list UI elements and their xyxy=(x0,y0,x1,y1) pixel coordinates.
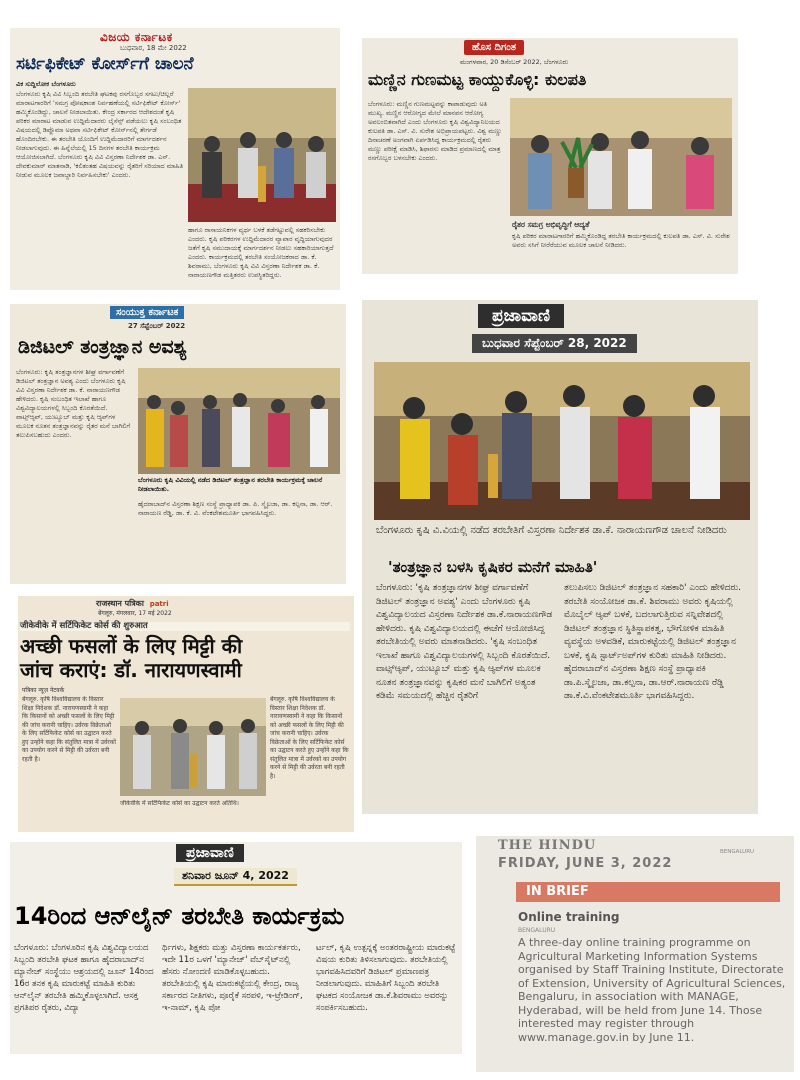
event-photo xyxy=(188,88,336,222)
byline: ವಿಕ ಸುದ್ದಿಲೋಕ ಬೆಂಗಳೂರು xyxy=(16,80,76,88)
dateline: ಬುಧವಾರ, 18 ಮೇ 2022 xyxy=(120,44,187,52)
clipping-vijaya-karnataka xyxy=(10,28,340,290)
event-photo xyxy=(120,698,266,796)
article-column-1: ಬೆಂಗಳೂರು: ಬೆಂಗಳೂರಿನ ಕೃಷಿ ವಿಶ್ವವಿದ್ಯಾಲಯದ ಸಿಬ್ಬಂದಿ ತರಬೇತಿ ಘಟಕ ಹಾಗೂ ಹೈದರಾಬಾದ್‌ನ ಮ್ಯಾನೇಜ್ ಸಂಸ್ಥೆಯು ಆಶ್ರಯದಲ್ಲಿ ಜೂನ್ 14ರಿಂದ 16ರ ತನಕ ಕೃಷಿ ಮಾರುಕಟ್ಟೆ ಮಾಹಿತಿ ಕುರಿತು ಆನ್‌ಲೈನ್ ತರಬೇತಿ ಹಮ್ಮಿಕೊಳ್ಳಲಾಗಿದೆ. ಆಸಕ್ತ ಪ್ರಗತಿಪರ ರೈತರು, ವಿದ್ಯಾ xyxy=(14,943,154,1013)
photo-caption: ಬೆಂಗಳೂರು ಕೃಷಿ ವಿ.ವಿಯಲ್ಲಿ ನಡೆದ ತರಬೇತಿಗೆ ವಿಸ್ತರಣಾ ನಿರ್ದೇಶಕ ಡಾ.ಕೆ. ನಾರಾಯಣಗೌಡ ಚಾಲನೆ ನೀಡಿದರು xyxy=(376,525,727,536)
article-column-2: ರ್ಥಿಗಳು, ಶಿಕ್ಷಕರು ಮತ್ತು ವಿಸ್ತರಣಾ ಕಾರ್ಯಕರ್ತರು, ಇದೇ 11ರ ಒಳಗೆ 'ಮ್ಯಾನೇಜ್' ವೆಬ್‌ಸೈಟ್‌ನಲ್ಲಿ ಹೆಸರು ನೋಂದಣಿ ಮಾಡಿಕೊಳ್ಳಬಹುದು. ತರಬೇತಿಯಲ್ಲಿ ಕೃಷಿ ಮಾರುಕಟ್ಟೆಯಲ್ಲಿ ಕೇಂದ್ರ, ರಾಜ್ಯ ಸರ್ಕಾರದ ನೀತಿಗಳು, ಪೂರೈಕೆ ಸರಪಳಿ, ಇ-ಟ್ರೇಡಿಂಗ್, ಇ-ನಾಮ್, ಕೃಷಿ ಪೋ xyxy=(162,943,303,1013)
section-label: IN BRIEF xyxy=(516,882,780,902)
masthead-badge: ಹೊಸ ದಿಗಂತ xyxy=(464,40,524,55)
masthead: ಸಂಯುಕ್ತ ಕರ್ನಾಟಕ xyxy=(110,306,184,319)
masthead-tag: patri xyxy=(149,600,169,608)
clipping-hosa-diganta xyxy=(362,38,738,274)
photo-caption-body: ಕೃಷಿ ಪರಿಕರ ಮಾರಾಟಗಾರರಿಗೆ ಹಮ್ಮಿಕೊಂಡಿದ್ದ ತರಬೇತಿ ಕಾರ್ಯಕ್ರಮದಲ್ಲಿ ಕುಲಪತಿ ಡಾ. ಎಸ್. ವಿ. ಸುರೇಶ ಅವರು ಸಸಿಗೆ ನೀರೆರೆಯುವ ಮೂಲಕ ಚಾಲನೆ ನೀಡಿದರು. xyxy=(512,232,730,249)
masthead: ವಿಜಯ ಕರ್ನಾಟಕ xyxy=(100,30,173,44)
city: BENGALURU xyxy=(720,849,755,855)
clipping-rajasthan-patrika xyxy=(18,596,354,832)
article-body: ಬೆಂಗಳೂರು: ಕೃಷಿ ತಂತ್ರಜ್ಞಾನಗಳ ಶೀಘ್ರ ವರ್ಗಾವಣೆಗೆ ಡಿಜಿಟಲ್ ತಂತ್ರಜ್ಞಾನ ಅವಶ್ಯ ಎಂದು ಬೆಂಗಳೂರು ಕೃಷಿ ವಿವಿ ವಿಸ್ತರಣಾ ನಿರ್ದೇಶಕ ಡಾ. ಕೆ. ನಾರಾಯಣಗೌಡ ಹೇಳಿದರು. ಕೃಷಿ ಸಂಬಂಧಿತ ಇಲಾಖೆ ಹಾಗೂ ವಿಶ್ವವಿದ್ಯಾಲಯಗಳಲ್ಲಿ ಸಿಬ್ಬಂದಿ ಕೊರತೆಯಿದೆ. ವಾಟ್ಸ್‌ಆ್ಯಪ್, ಯುಟ್ಯೂಬ್ ಮತ್ತು ಕೃಷಿ ಆ್ಯಪ್‌ಗಳ ಮೂಲಕ ನೂತನ ತಂತ್ರಜ್ಞಾನವನ್ನು ರೈತರ ಮನೆ ಬಾಗಿಲಿಗೆ ತಲುಪಿಸಬಹುದು ಎಂದರು. xyxy=(16,368,131,439)
headline: ಮಣ್ಣಿನ ಗುಣಮಟ್ಟ ಕಾಯ್ದುಕೊಳ್ಳಿ: ಕುಲಪತಿ xyxy=(368,70,587,89)
article-side-column: बेंगलूरु. कृषि विश्वविद्यालय के विस्तार शिक्षा निदेशक डॉ. नारायणस्वामी ने कहा कि किसानों को अच्छी फसलों के लिए मिट्टी की जांच करानी चाहिए। उर्वरक विक्रेताओं के लिए सर्टिफिकेट कोर्स का उद्घाटन करते हुए उन्होंने कहा कि संतुलित मात्रा में उर्वरकों का उपयोग करने से मिट्टी की उर्वरता बनी रहती है। xyxy=(270,696,349,780)
event-photo xyxy=(138,368,340,474)
masthead xyxy=(96,598,169,609)
article-column-2: ತಲುಪಿಸಲು ಡಿಜಿಟಲ್ ತಂತ್ರಜ್ಞಾನ ಸಹಕಾರಿ' ಎಂದು ಹೇಳಿದರು. ತರಬೇತಿ ಸಂಯೋಜಕ ಡಾ.ಕೆ. ಶಿವರಾಮು ಅವರು ಕೃಷಿಯಲ್ಲಿ ಮೊಬೈಲ್ ಆ್ಯಪ್ ಬಳಕೆ, ಬದಲಾಗುತ್ತಿರುವ ಸನ್ನಿವೇಶದಲ್ಲಿ ಡಿಜಿಟಲ್ ತಂತ್ರಜ್ಞಾನ ಸ್ಥಿತಿಸ್ಥಾಪಕತ್ವ, ಭೌಗೋಳಿಕ ಮಾಹಿತಿ ವ್ಯವಸ್ಥೆಯ ಅಳವಡಿಕೆ, ಮಾರುಕಟ್ಟೆಯಲ್ಲಿ ಡಿಜಿಟಲ್ ತಂತ್ರಜ್ಞಾನ ಬಳಕೆ, ಕೃಷಿ ಸ್ಟಾರ್ಟ್‌ಅಪ್‌ಗಳ ಕುರಿತು ಮಾಹಿತಿ ನೀಡಿದರು. ಹೈದರಾಬಾದ್‌ನ ವಿಸ್ತರಣಾ ಶಿಕ್ಷಣ ಸಂಸ್ಥೆ ಪ್ರಾಧ್ಯಾಪಕಿ ಡಾ.ಪಿ.ಸ್ಮೈಲಜಾ, ಡಾ.ಕಲ್ಪನಾ, ಡಾ.ಆರ್.ನಾರಾಯಣ ರೆಡ್ಡಿ ಡಾ.ಕೆ.ವಿ.ವೆಂಕಟೇಶಮೂರ್ತಿ ಭಾಗವಹಿಸಿದ್ದರು. xyxy=(564,583,742,701)
masthead: ಪ್ರಜಾವಾಣಿ xyxy=(478,304,564,328)
article-body: ಬೆಂಗಳೂರು ಕೃಷಿ ವಿವಿ ಸಿಬ್ಬಂದಿ ತರಬೇತಿ ಘಟಕವು ರಸಗೊಬ್ಬರ ಸಗಟು/ಚಿಲ್ಲರೆ ಮಾರಾಟಗಾರರಿಗೆ 'ಸಮಗ್ರ ಪೋಷಕಾಂಶ ನಿರ್ವಹಣೆಯಲ್ಲಿ ಸರ್ಟಿಫಿಕೇಟ್ ಕೋರ್ಸ್' ಹಮ್ಮಿಕೊಂಡಿದ್ದು, ಚಾಲನೆ ನೀಡಲಾಯಿತು. ಕೇಂದ್ರ ಸರ್ಕಾರದ ಆದೇಶದಂತೆ ಕೃಷಿ ಪರಿಕರ ಮಾರಾಟ ಮಾಡುವ ಉದ್ದಿಮೆದಾರರು ಲೈಸೆನ್ಸ್ ಪಡೆಯಲು ಕೃಷಿ ಸಂಬಂಧಿತ ವಿಷಯದಲ್ಲಿ ಡಿಪ್ಲೊಮಾ ಅಥವಾ ಸರ್ಟಿಫಿಕೇಟ್ ಕೋರ್ಸ್‌ನಲ್ಲಿ ತೇರ್ಗಡೆ ಹೊಂದಿರಬೇಕು. ಈ ತರಬೇತಿ ಯೊಂದಿಗೆ ಉದ್ದಿಮೆದಾರರಿಗೆ ಮಾರ್ಗದರ್ಶನ ನೀಡಲಾಗುವುದು. ಈ ಹಿನ್ನೆಲೆಯಲ್ಲಿ 15 ದಿನಗಳ ತರಬೇತಿ ಕಾರ್ಯಕ್ರಮ ಆಯೋಜಿಸಲಾಗಿದೆ. ಬೆಂಗಳೂರು ಕೃಷಿ ವಿವಿ ವಿಸ್ತರಣಾ ನಿರ್ದೇಶಕ ಡಾ. ಎನ್. ದೇವಕುಮಾರ್ ಮಾತನಾಡಿ, 'ಕಲಿತಂತಹ ವಿಷಯವನ್ನು ರೈತರಿಗೆ ಸರಿಯಾದ ಮಾಹಿತಿ ನೀಡುವ ಮೂಲಕ ಜವಾಬ್ದಾರಿ ನಿರ್ವಹಿಸಬೇಕು' ಎಂದರು. xyxy=(16,90,184,179)
event-photo xyxy=(510,98,732,216)
clipping-samyukta-karnataka xyxy=(10,304,346,584)
byline: पत्रिका न्यूज़ नेटवर्क xyxy=(22,687,65,694)
place: BENGALURU xyxy=(518,927,556,934)
article-body-continued: ಹೈದರಾಬಾದ್‌ನ ವಿಸ್ತರಣಾ ಶಿಕ್ಷಣ ಸಂಸ್ಥೆ ಪ್ರಾಧ್ಯಾಪಕಿ ಡಾ. ಪಿ. ಸ್ಮೈಲಜಾ, ಡಾ. ಕಲ್ಪನಾ, ಡಾ. ಆರ್. ನಾರಾಯಣ ರೆಡ್ಡಿ, ಡಾ. ಕೆ. ವಿ. ವೆಂಕಟೇಶಮೂರ್ತಿ ಭಾಗವಹಿಸಿದ್ದರು. xyxy=(138,500,333,517)
headline: ಸರ್ಟಿಫಿಕೇಟ್ ಕೋರ್ಸ್‌ಗೆ ಚಾಲನೆ xyxy=(16,54,194,74)
dateline: ಬುಧವಾರ ಸೆಪ್ಟೆಂಬರ್ 28, 2022 xyxy=(472,334,637,353)
headline: ಡಿಜಿಟಲ್ ತಂತ್ರಜ್ಞಾನ ಅವಶ್ಯ xyxy=(18,336,187,358)
photo-caption: ಬೆಂಗಳೂರು ಕೃಷಿ ವಿವಿಯಲ್ಲಿ ನಡೆದ ಡಿಜಿಟಲ್ ತಂತ್ರಜ್ಞಾನ ತರಬೇತಿ ಕಾರ್ಯಕ್ರಮಕ್ಕೆ ಚಾಲನೆ ನೀಡಲಾಯಿತು. xyxy=(138,476,323,493)
masthead: THE HINDU xyxy=(498,838,597,853)
masthead: ಪ್ರಜಾವಾಣಿ xyxy=(176,844,244,862)
dateline: ಮಂಗಳವಾರ, 20 ಡಿಸೆಂಬರ್ 2022, ಬೆಂಗಳೂರು xyxy=(460,58,569,66)
clipping-the-hindu xyxy=(476,836,794,1072)
article-body-continued: ಹಾಗೂ ರಾಸಾಯನಿಕಗಳ ವ್ಯರ್ಥ ಬಳಕೆ ತಡೆಗಟ್ಟುವಲ್ಲಿ ಸಹಕರಿಸಬೇಕು ಎಂದರು. ಕೃಷಿ ಪರಿಕರಗಳ ಉದ್ದಿಮೆದಾರರ ವ್ಯಾಪಾರ ವೃದ್ಧಿಯಾಗುವುದರ ಜತೆಗೆ ಕೃಷಿ ಸಮುದಾಯಕ್ಕೆ ಮಾರ್ಗದರ್ಶನ ನೀಡಲು ಸಹಕಾರಿಯಾಗುತ್ತದೆ ಎಂದರು. ಕಾರ್ಯಕ್ರಮದಲ್ಲಿ ತರಬೇತಿ ಸಂಯೋಜಕರಾದ ಡಾ. ಕೆ. ಶಿವರಾಮು, ಬೆಂಗಳೂರು ಕೃಷಿ ವಿವಿ ವಿಸ್ತರಣಾ ನಿರ್ದೇಶಕ ಡಾ. ಕೆ. ನಾರಾಯಣಗೌಡ ಮತ್ತಿತರರು ಉಪಸ್ಥಿತರಿದ್ದರು. xyxy=(188,226,334,279)
photo-caption: जीकेवीके में सर्टिफिकेट कोर्स का उद्घाटन करते अतिथि। xyxy=(120,800,239,807)
article-body: बेंगलूरु. कृषि विश्वविद्यालय के विस्तार शिक्षा निदेशक डॉ. नारायणस्वामी ने कहा कि किसानों को अच्छी फसलों के लिए मिट्टी की जांच करानी चाहिए। उर्वरक विक्रेताओं के लिए सर्टिफिकेट कोर्स का उद्घाटन करते हुए उन्होंने कहा कि संतुलित मात्रा में उर्वरकों का उपयोग करने से मिट्टी की उर्वरता बनी रहती है। xyxy=(22,696,116,763)
dateline: बेंगलूरु, मंगलवार, 17 मई 2022 xyxy=(98,610,172,617)
photo-caption: ರೈತರ ಸಮಗ್ರ ಅಭಿವೃದ್ಧಿಗೆ ಆದ್ಯತೆ xyxy=(512,220,590,229)
headline: Online training xyxy=(518,910,620,924)
article-column-3: ರ್ಟಲ್, ಕೃಷಿ ಉತ್ಪನ್ನಕ್ಕೆ ಅಂತರರಾಷ್ಟ್ರೀಯ ಮಾರುಕಟ್ಟೆ ವಿಷಯ ಕುರಿತು ತಿಳಿಸಲಾಗುವುದು. ತರಬೇತಿಯಲ್ಲಿ ಭಾಗವಹಿಸಿದವರಿಗೆ ಡಿಜಿಟಲ್ ಪ್ರಮಾಣಪತ್ರ ನೀಡಲಾಗುವುದು. ಮಾಹಿತಿಗೆ ಸಿಬ್ಬಂದಿ ತರಬೇತಿ ಘಟಕದ ಸಂಯೋಜಕ ಡಾ.ಕೆ.ಶಿವರಾಮು ಅವರನ್ನು ಸಂಪರ್ಕಿಸಬಹುದು. xyxy=(316,943,456,1013)
event-photo xyxy=(374,362,750,520)
headline-line-2: जांच कराएं: डॉ. नारायणस्वामी xyxy=(20,658,242,682)
headline: 'ತಂತ್ರಜ್ಞಾನ ಬಳಸಿ ಕೃಷಿಕರ ಮನೆಗೆ ಮಾಹಿತಿ' xyxy=(388,558,598,576)
dateline: 27 ಸೆಪ್ಟೆಂಬರ್ 2022 xyxy=(128,322,186,330)
headline-line-1: अच्छी फसलों के लिए मिट्टी की xyxy=(20,634,243,658)
dateline: ಶನಿವಾರ ಜೂನ್ 4, 2022 xyxy=(174,868,297,886)
kicker: जीकेवीके में सर्टिफिकेट कोर्स की शुरुआत xyxy=(20,622,350,631)
headline: 14ರಿಂದ ಆನ್‌ಲೈನ್ ತರಬೇತಿ ಕಾರ್ಯಕ್ರಮ xyxy=(14,902,345,930)
dateline: FRIDAY, JUNE 3, 2022 xyxy=(498,856,673,871)
article-body: A three-day online training programme on Agricultural Marketing Information Systems organised by Staff Training Institute, Directorate of Extension, University of Agricultural Sciences, Bengaluru, in association with MANAGE, Hyderabad, will be held from June 14. Those interested may register through www.manage.gov.in by June 11. xyxy=(518,936,786,1044)
clipping-prajavani-jun-4 xyxy=(10,842,462,1054)
clipping-prajavani-sep-28 xyxy=(362,300,758,814)
masthead-title: राजस्थान पत्रिका xyxy=(96,599,144,608)
article-column-1: ಬೆಂಗಳೂರು: 'ಕೃಷಿ ತಂತ್ರಜ್ಞಾನಗಳ ಶೀಘ್ರ ವರ್ಗಾವಣೆಗೆ ಡಿಜಿಟಲ್ ತಂತ್ರಜ್ಞಾನ ಅವಶ್ಯ' ಎಂದು ಬೆಂಗಳೂರು ಕೃಷಿ ವಿಶ್ವವಿದ್ಯಾಲಯದ ವಿಸ್ತರಣಾ ನಿರ್ದೇಶಕ ಡಾ.ಕೆ.ನಾರಾಯಣಗೌಡ ಹೇಳಿದರು. ಕೃಷಿ ವಿಶ್ವವಿದ್ಯಾಲಯದಲ್ಲಿ ಈಚೆಗೆ ಆಯೋಜಿಸಿದ್ದ ತರಬೇತಿಯಲ್ಲಿ ಅವರು ಮಾತನಾಡಿದರು. 'ಕೃಷಿ ಸಂಬಂಧಿತ ಇಲಾಖೆ ಹಾಗೂ ವಿಶ್ವವಿದ್ಯಾಲಯಗಳಲ್ಲಿ ಸಿಬ್ಬಂದಿ ಕೊರತೆಯಿದೆ. ವಾಟ್ಸ್‌ಆ್ಯಪ್, ಯುಟ್ಯೂಬ್ ಮತ್ತು ಕೃಷಿ ಆ್ಯಪ್‌ಗಳ ಮೂಲಕ ನೂತನ ತಂತ್ರಜ್ಞಾನವನ್ನು ಕೃಷಿಕರ ಮನೆ ಬಾಗಿಲಿಗೆ ಅತ್ಯಂತ ಕಡಿಮೆ ಸಮಯದಲ್ಲಿ ಹೆಚ್ಚಿನ ರೈತರಿಗೆ xyxy=(376,583,553,701)
article-body: ಬೆಂಗಳೂರು: ಮಣ್ಣಿನ ಗುಣಮಟ್ಟವನ್ನು ಕಾಪಾಡುವುದು ಅತಿ ಮುಖ್ಯ. ಮಣ್ಣಿನ ಆರೋಗ್ಯದ ಮೇಲೆ ಮಾನವನ ಆರೋಗ್ಯ ಅವಲಂಬಿತವಾಗಿದೆ ಎಂದು ಬೆಂಗಳೂರು ಕೃಷಿ ವಿಶ್ವವಿದ್ಯಾನಿಲಯದ ಕುಲಪತಿ ಡಾ. ಎಸ್. ವಿ. ಸುರೇಶ ಅಭಿಪ್ರಾಯಪಟ್ಟರು. ವಿಶ್ವ ಮಣ್ಣು ದಿನಾಚರಣೆ ಅಂಗವಾಗಿ ಏರ್ಪಡಿಸಿದ್ದ ಕಾರ್ಯಕ್ರಮದಲ್ಲಿ ರೈತರು ಮಣ್ಣು ಪರೀಕ್ಷೆ ಮಾಡಿಸಿ, ಶಿಫಾರಸು ಮಾಡಿದ ಪ್ರಮಾಣದಲ್ಲಿ ಮಾತ್ರ ರಸಗೊಬ್ಬರ ಬಳಸಬೇಕು ಎಂದರು. xyxy=(368,100,502,162)
